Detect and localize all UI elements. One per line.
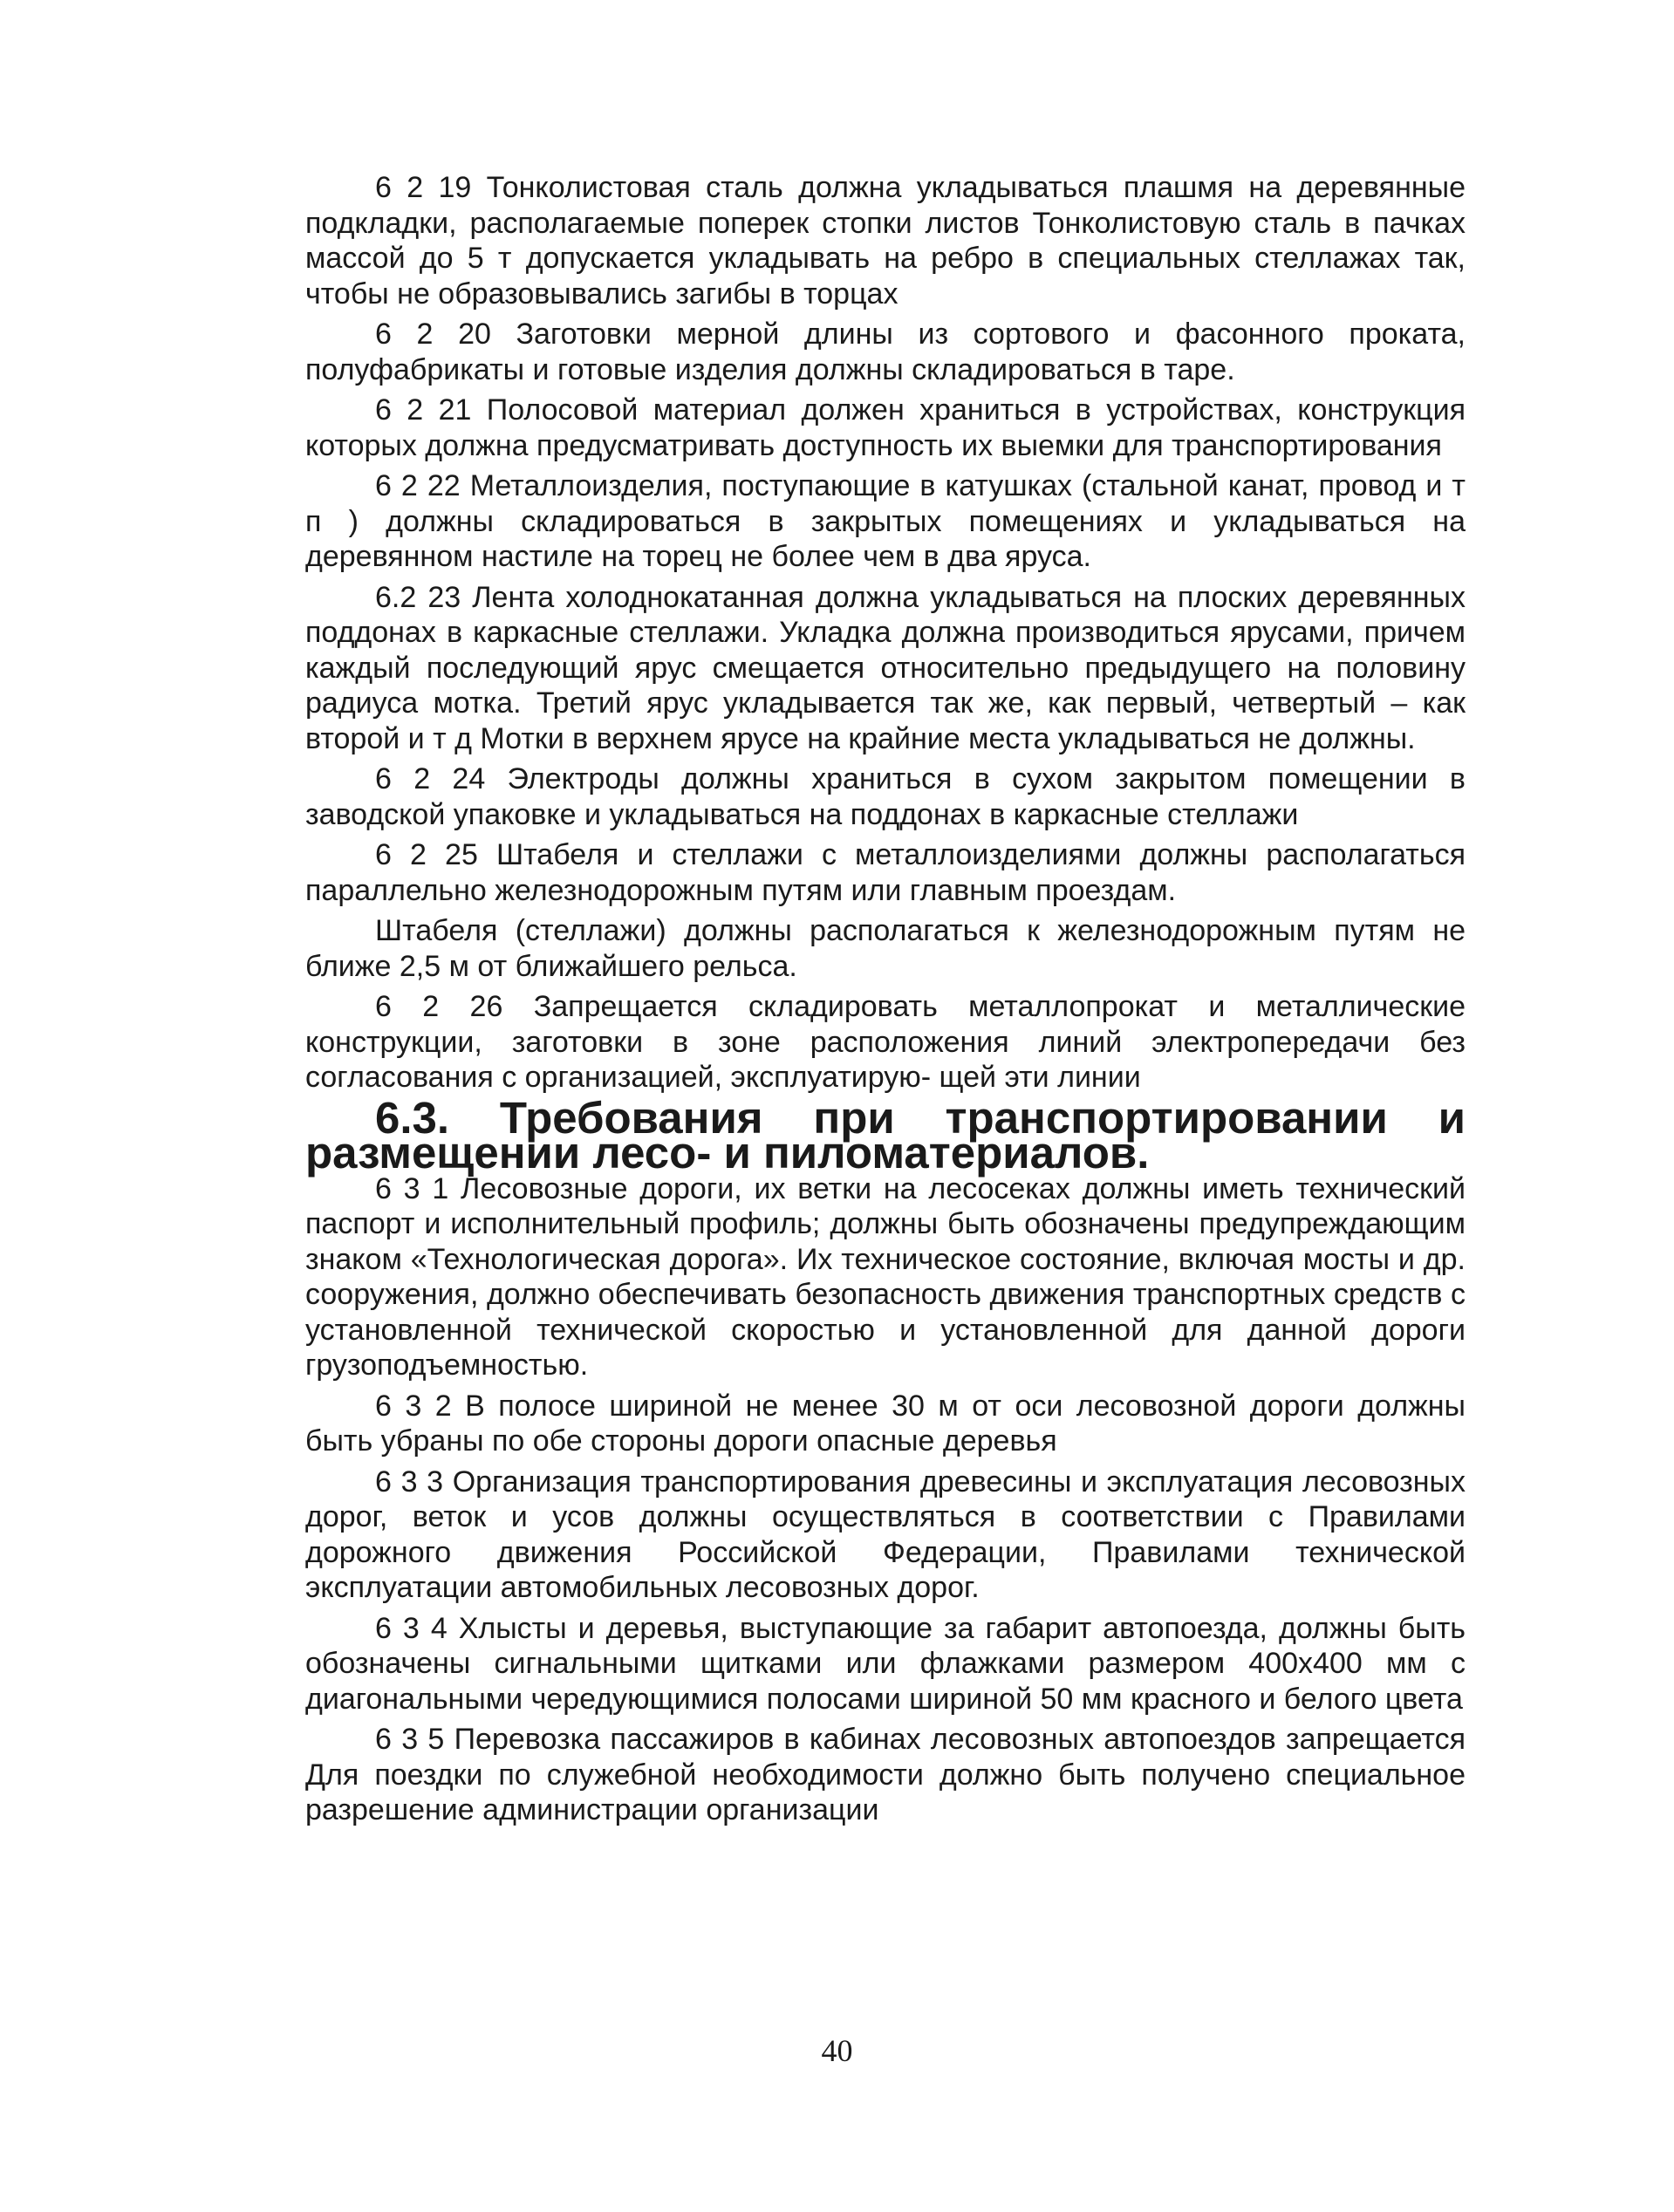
paragraph-6-3-1: 6 3 1 Лесовозные дороги, их ветки на лесосеках должны иметь технический паспорт и исполнительный профиль; должны быть обозначены предупреждающим знаком «Технологическая дорога». Их техническое состояние, включая мосты и др. сооружения, должно обеспечивать безопасность движения транспортных средств с установленной технической скоростью и установленной для данной дороги грузоподъемностью. [305, 1171, 1466, 1382]
paragraph-6-3-4: 6 3 4 Хлысты и деревья, выступающие за габарит автопоезда, должны быть обозначены сигнальными щитками или флажками размером 400x400 мм с диагональными чередующимися полосами шириной 50 мм красного и белого цвета [305, 1611, 1466, 1716]
paragraph-6-2-26: 6 2 26 Запрещается складировать металлопрокат и металлические конструкции, заготовки в зоне расположения линий электропередачи без согласования с организацией, эксплуатирую- щей эти линии [305, 990, 1466, 1094]
section-heading-6-3: 6.3. Требования при транспортировании и размещении лесо- и пиломатериалов. [305, 1092, 1466, 1178]
paragraph-6-2-22: 6 2 22 Металлоизделия, поступающие в катушках (стальной канат, провод и т п ) должны складироваться в закрытых помещениях и укладываться на деревянном настиле на торец не более чем в два яруса. [305, 469, 1466, 573]
paragraph-6-3-2: 6 3 2 В полосе шириной не менее 30 м от оси лесовозной дороги должны быть убраны по обе стороны дороги опасные деревья [305, 1389, 1466, 1458]
paragraph-6-3-3: 6 3 3 Организация транспортирования древесины и эксплуатация лесовозных дорог, веток и усов должны осуществляться в соответствии с Правилами дорожного движения Российской Федерации, Правилами технической эксплуатации автомобильных лесовозных дорог. [305, 1464, 1466, 1604]
paragraph-6-2-25-continued: Штабеля (стеллажи) должны располагаться к железнодорожным путям не ближе 2,5 м от ближайшего рельса. [305, 914, 1466, 983]
paragraph-6-2-21: 6 2 21 Полосовой материал должен храниться в устройствах, конструкция которых должна предусматривать доступность их выемки для транспортирования [305, 393, 1466, 462]
paragraph-6-3-5: 6 3 5 Перевозка пассажиров в кабинах лесовозных автопоездов запрещается Для поездки по служебной необходимости должно быть получено специальное разрешение администрации организации [305, 1723, 1466, 1826]
paragraph-6-2-20: 6 2 20 Заготовки мерной длины из сортового и фасонного проката, полуфабрикаты и готовые изделия должны складироваться в таре. [305, 317, 1466, 386]
paragraph-6-2-25: 6 2 25 Штабеля и стеллажи с металлоизделиями должны располагаться параллельно железнодорожным путям или главным проездам. [305, 838, 1466, 907]
page-number: 40 [821, 2033, 853, 2068]
paragraph-6-2-19: 6 2 19 Тонколистовая сталь должна укладываться плашмя на деревянные подкладки, располагаемые поперек стопки листов Тонколистовую сталь в пачках массой до 5 т допускается укладывать на ребро в специальных стеллажах так, чтобы не образовывались загибы в торцах [305, 171, 1466, 311]
document-page [305, 170, 1466, 1828]
paragraph-6-2-23: 6.2 23 Лента холоднокатанная должна укладываться на плоских деревянных поддонах в каркасные стеллажи. Укладка должна производиться ярусами, причем каждый последующий ярус смещается относительно предыдущего на половину радиуса мотка. Третий ярус укладывается так же, как первый, четвертый – как второй и т д Мотки в верхнем ярусе на крайние места укладываться не должны. [305, 580, 1466, 755]
paragraph-6-2-24: 6 2 24 Электроды должны храниться в сухом закрытом помещении в заводской упаковке и укладываться на поддонах в каркасные стеллажи [305, 762, 1466, 831]
